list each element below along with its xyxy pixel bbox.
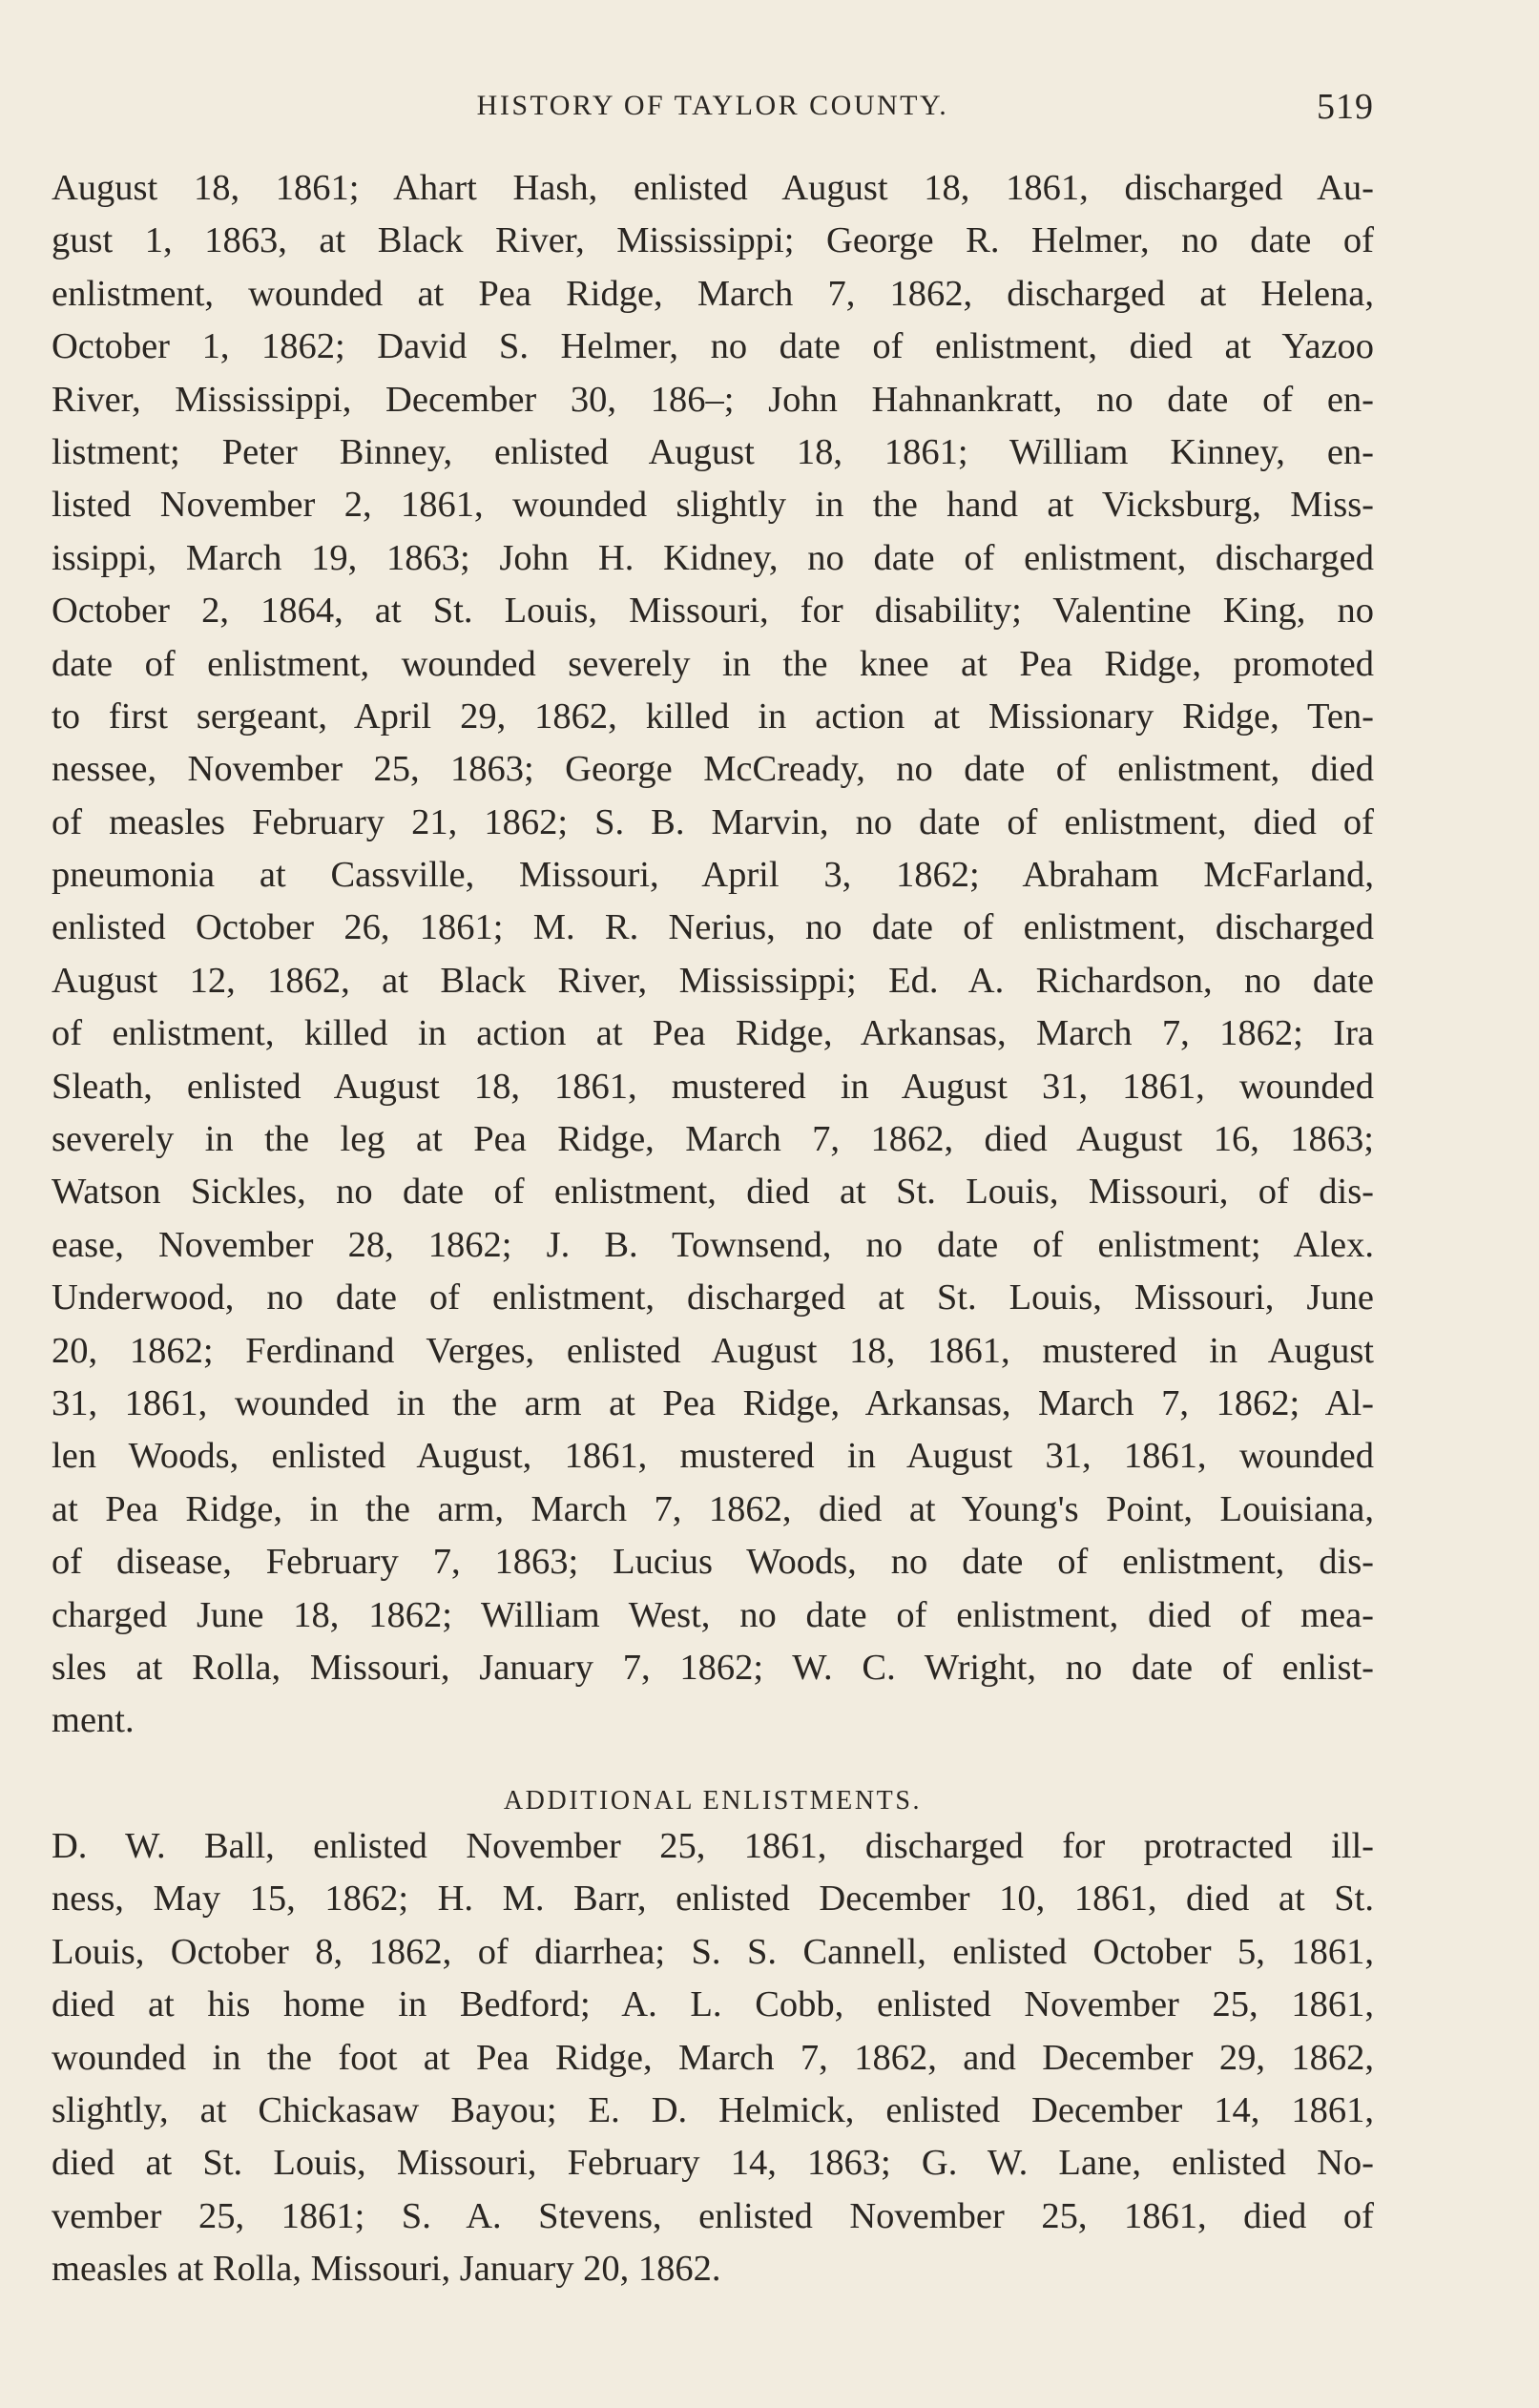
text-line: at Pea Ridge, in the arm, March 7, 1862, died at Young's Point, Louisiana, xyxy=(52,1488,1374,1529)
text-line: Underwood, no date of enlistment, discharged at St. Louis, Missouri, June xyxy=(52,1277,1374,1318)
text-line: River, Mississippi, December 30, 186–; John Hahnankratt, no date of en- xyxy=(52,379,1374,420)
text-line: len Woods, enlisted August, 1861, mustered in August 31, 1861, wounded xyxy=(52,1436,1374,1477)
section-heading: ADDITIONAL ENLISTMENTS. xyxy=(503,1786,923,1816)
text-line: ment. xyxy=(52,1700,135,1741)
additional-enlistments-paragraph xyxy=(52,1820,1374,2296)
text-line: 31, 1861, wounded in the arm at Pea Ridge, Arkansas, March 7, 1862; Al- xyxy=(52,1382,1374,1423)
roster-paragraph xyxy=(52,162,1374,1748)
text-line: enlistment, wounded at Pea Ridge, March 7, 1862, discharged at Helena, xyxy=(52,273,1374,314)
text-line: Louis, October 8, 1862, of diarrhea; S. S. Cannell, enlisted October 5, 1861, xyxy=(52,1931,1374,1972)
text-line: August 18, 1861; Ahart Hash, enlisted August 18, 1861, discharged Au- xyxy=(52,168,1374,208)
text-line: Sleath, enlisted August 18, 1861, mustered in August 31, 1861, wounded xyxy=(52,1066,1374,1107)
text-line: slightly, at Chickasaw Bayou; E. D. Helmick, enlisted December 14, 1861, xyxy=(52,2089,1374,2130)
text-line: nessee, November 25, 1863; George McCready, no date of enlistment, died xyxy=(52,749,1374,790)
text-line: listed November 2, 1861, wounded slightly in the hand at Vicksburg, Miss- xyxy=(52,485,1374,526)
text-line: sles at Rolla, Missouri, January 7, 1862; W. C. Wright, no date of enlist- xyxy=(52,1647,1374,1688)
text-line: vember 25, 1861; S. A. Stevens, enlisted November 25, 1861, died of xyxy=(52,2195,1374,2236)
text-line: ness, May 15, 1862; H. M. Barr, enlisted December 10, 1861, died at St. xyxy=(52,1879,1374,1920)
text-line: pneumonia at Cassville, Missouri, April 3, 1862; Abraham McFarland, xyxy=(52,855,1374,896)
text-line: enlisted October 26, 1861; M. R. Nerius, no date of enlistment, discharged xyxy=(52,907,1374,948)
text-line: died at his home in Bedford; A. L. Cobb, enlisted November 25, 1861, xyxy=(52,1984,1374,2025)
page-number: 519 xyxy=(1317,87,1374,127)
text-line: issippi, March 19, 1863; John H. Kidney, no date of enlistment, discharged xyxy=(52,537,1374,578)
text-line: listment; Peter Binney, enlisted August 18, 1861; William Kinney, en- xyxy=(52,431,1374,472)
text-line: charged June 18, 1862; William West, no date of enlistment, died of mea- xyxy=(52,1594,1374,1635)
text-line: to first sergeant, April 29, 1862, killed in action at Missionary Ridge, Ten- xyxy=(52,695,1374,737)
text-line: ease, November 28, 1862; J. B. Townsend, no date of enlistment; Alex. xyxy=(52,1224,1374,1265)
text-line: wounded in the foot at Pea Ridge, March 7, 1862, and December 29, 1862, xyxy=(52,2037,1374,2078)
text-line: Watson Sickles, no date of enlistment, died at St. Louis, Missouri, of dis- xyxy=(52,1172,1374,1213)
text-line: October 1, 1862; David S. Helmer, no date of enlistment, died at Yazoo xyxy=(52,326,1374,367)
running-title: HISTORY OF TAYLOR COUNTY. xyxy=(476,90,949,121)
text-line: D. W. Ball, enlisted November 25, 1861, discharged for protracted ill- xyxy=(52,1826,1374,1866)
text-line: October 2, 1864, at St. Louis, Missouri, for disability; Valentine King, no xyxy=(52,591,1374,632)
text-line: measles at Rolla, Missouri, January 20, 1862. xyxy=(52,2249,721,2290)
page-header xyxy=(52,87,1374,132)
text-line: of disease, February 7, 1863; Lucius Woods, no date of enlistment, dis- xyxy=(52,1542,1374,1583)
text-line: 20, 1862; Ferdinand Verges, enlisted August 18, 1861, mustered in August xyxy=(52,1330,1374,1371)
text-line: died at St. Louis, Missouri, February 14, 1863; G. W. Lane, enlisted No- xyxy=(52,2143,1374,2184)
text-line: August 12, 1862, at Black River, Mississippi; Ed. A. Richardson, no date xyxy=(52,960,1374,1001)
text-line: of measles February 21, 1862; S. B. Marvin, no date of enlistment, died of xyxy=(52,801,1374,842)
text-line: severely in the leg at Pea Ridge, March 7, 1862, died August 16, 1863; xyxy=(52,1119,1374,1160)
text-line: gust 1, 1863, at Black River, Mississippi; George R. Helmer, no date of xyxy=(52,220,1374,261)
text-line: of enlistment, killed in action at Pea Ridge, Arkansas, March 7, 1862; Ira xyxy=(52,1013,1374,1054)
text-line: date of enlistment, wounded severely in the knee at Pea Ridge, promoted xyxy=(52,643,1374,684)
